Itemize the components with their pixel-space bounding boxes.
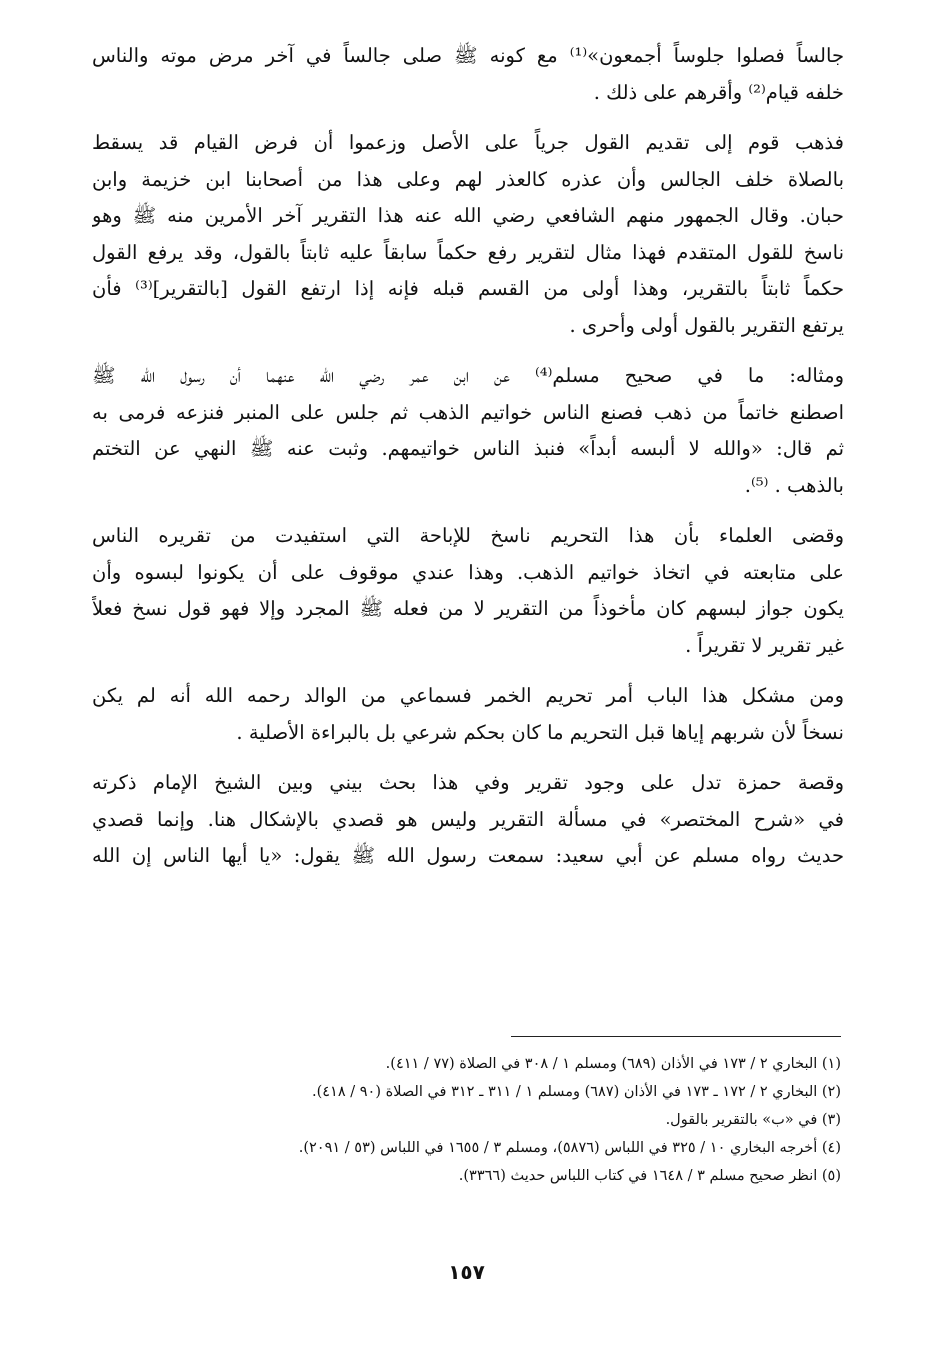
text-line: يكون جواز لبسهم كان مأخوذاً من التقرير لا من فعله ﷺ المجرد وإلا فهو قول نسخ فعلاً [92,597,844,620]
text-line: وقصة حمزة تدل على وجود تقرير وفي هذا بحث بيني وبين الشيخ الإمام ذكرته [92,771,844,794]
text-line: غير تقرير لا تقريراً . [685,633,844,657]
text-line: في «شرح المختصر» في مسألة التقرير وليس هو قصدي بالإشكال هنا. وإنما قصدي [92,807,844,831]
paragraph-2 [92,125,844,344]
text-line: على متابعته في اتخاذ خواتيم الذهب. وهذا عندي موقوف على أن يكونوا لبسوه وأن [92,560,844,584]
footnote-5: (٥) انظر صحيح مسلم ٣ / ١٦٤٨ في كتاب اللباس حديث (٣٣٦٦). [458,1168,841,1184]
page-number: ١٥٧ [448,1260,485,1284]
text-line: ثم قال: «والله لا ألبسه أبداً» فنبذ الناس خواتيمهم. وثبت عنه ﷺ النهي عن التختم [92,437,844,460]
paragraph-4 [92,518,844,664]
footnote-divider [511,1036,841,1037]
paragraph-5 [92,678,844,751]
paragraph-1 [92,38,844,111]
text-line: حديث رواه مسلم عن أبي سعيد: سمعت رسول الله ﷺ يقول: «يا أيها الناس إن الله [92,844,844,867]
footnote-2: (٢) البخاري ٢ / ١٧٢ ـ ١٧٣ في الأذان (٦٨٧) ومسلم ١ / ٣١١ ـ ٣١٢ في الصلاة (٩٠ / ٤١٨). [311,1084,841,1100]
text-line: ومثاله: ما في صحيح مسلم⁽⁴⁾ عن ابن عمر رضي الله عنهما أن رسول الله ﷺ [92,364,844,387]
text-line: ناسخ للقول المتقدم فهذا مثال لتقرير رفع حكماً سابقاً عليه ثابتاً بالقول، وقد يرفع القول [92,240,844,264]
text-line: وقضى العلماء بأن هذا التحريم ناسخ للإباحة التي استفيدت من تقريره الناس [92,524,844,547]
text-line: بالصلاة خلف الجالس وأن عذره كالعذر لهم وعلى هذا من أصحابنا ابن خزيمة وابن [92,167,844,191]
text-line: اصطنع خاتماً من ذهب فصنع الناس خواتيم الذهب ثم جلس على المنبر فنزعه فرمى به [92,400,844,424]
text-line: حكماً ثابتاً بالتقرير، وهذا أولى من القسم قبله فإنه إذا ارتفع القول [بالتقرير]⁽³⁾ فأن [92,277,844,300]
paragraph-3 [92,358,844,504]
text-line: جالساً فصلوا جلوساً أجمعون»⁽¹⁾ مع كونه ﷺ صلى جالساً في آخر مرض موته والناس [92,44,844,67]
text-line: ومن مشكل هذا الباب أمر تحريم الخمر فسماعي من الوالد رحمه الله أنه لم يكن [92,684,844,707]
text-line: نسخاً لأن شربهم إياها قبل التحريم ما كان بحكم شرعي بل بالبراءة الأصلية . [236,720,844,744]
text-line: حبان. وقال الجمهور منهم الشافعي رضي الله عنه هذا التقرير آخر الأمرين منه ﷺ وهو [92,204,844,227]
text-line: فذهب قوم إلى تقديم القول جرياً على الأصل وزعموا أن فرض القيام قد يسقط [92,131,844,154]
footnote-1: (١) البخاري ٢ / ١٧٣ في الأذان (٦٨٩) ومسلم ١ / ٣٠٨ في الصلاة (٧٧ / ٤١١). [385,1056,841,1072]
footnotes [89,1050,841,1190]
footnote-3: (٣) في «ب» بالتقرير بالقول. [665,1112,841,1128]
text-line: يرتفع التقرير بالقول أولى وأحرى . [569,313,844,337]
main-text [92,38,844,889]
paragraph-6 [92,765,844,875]
footnote-4: (٤) أخرجه البخاري ١٠ / ٣٢٥ في اللباس (٥٨٧٦)، ومسلم ٣ / ١٦٥٥ في اللباس (٥٣ / ٢٠٩١). [298,1140,841,1156]
text-line: بالذهب . ⁽⁵⁾. [744,473,844,497]
text-line: خلفه قيام⁽²⁾ وأقرهم على ذلك . [593,80,844,104]
